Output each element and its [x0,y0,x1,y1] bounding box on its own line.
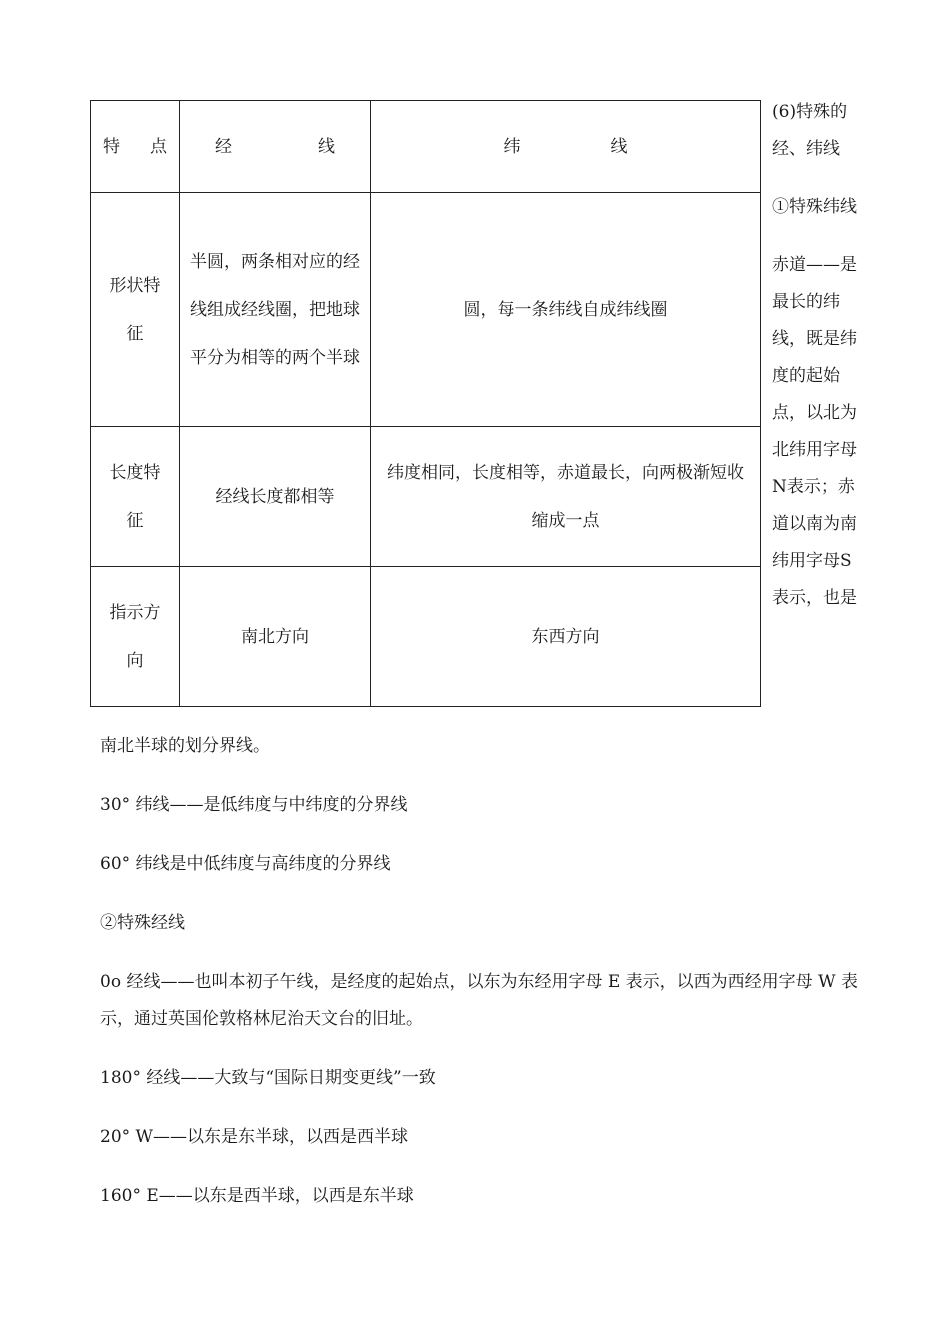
paragraph: ②特殊经线 [100,913,185,933]
table-row [91,193,761,427]
table-row [91,427,761,567]
header-feature-char1: 特 [103,136,120,157]
row-label: 形状特征 [91,193,180,427]
header-feature-char2: 点 [150,136,167,157]
paragraph: 0o 经线——也叫本初子午线，是经度的起始点，以东为东经用字母 E 表示，以西为西经用字母 W 表示，通过英国伦敦格林尼治天文台的旧址。 [100,972,858,1029]
row-label: 长度特征 [91,427,180,567]
paragraph: 20° W——以东是东半球，以西是西半球 [100,1127,409,1147]
side-column [772,94,858,617]
row-parallel: 圆，每一条纬线自成纬线圈 [371,193,761,427]
paragraph: 60° 纬线是中低纬度与高纬度的分界线 [100,854,391,874]
header-feature [91,101,180,193]
side-text: 赤道——是最长的纬线，既是纬度的起始点，以北为北纬用字母N表示；赤道以南为南纬用字母S表示，也是 [772,255,857,608]
comparison-table [90,100,761,707]
row-meridian: 半圆，两条相对应的经线组成经线圈，把地球平分为相等的两个半球 [180,193,371,427]
header-meridian-char1: 经 [215,136,232,157]
row-meridian: 经线长度都相等 [180,427,371,567]
header-parallel-char2: 线 [610,136,628,157]
side-heading: (6)特殊的经、纬线 [772,102,848,159]
header-meridian [180,101,371,193]
paragraph: 160° E——以东是西半球，以西是东半球 [100,1186,414,1206]
paragraph: 180° 经线——大致与“国际日期变更线”一致 [100,1068,436,1088]
header-meridian-char2: 线 [318,136,335,157]
paragraph: 30° 纬线——是低纬度与中纬度的分界线 [100,795,408,815]
side-subheading: ①特殊纬线 [772,197,857,217]
table-row [91,567,761,707]
header-parallel-char1: 纬 [503,136,521,157]
row-parallel: 东西方向 [371,567,761,707]
row-parallel: 纬度相同，长度相等，赤道最长，向两极渐短收缩成一点 [371,427,761,567]
header-parallel [371,101,761,193]
body-text [100,728,860,1237]
paragraph: 南北半球的划分界线。 [100,736,270,756]
row-meridian: 南北方向 [180,567,371,707]
table-header-row [91,101,761,193]
row-label: 指示方向 [91,567,180,707]
